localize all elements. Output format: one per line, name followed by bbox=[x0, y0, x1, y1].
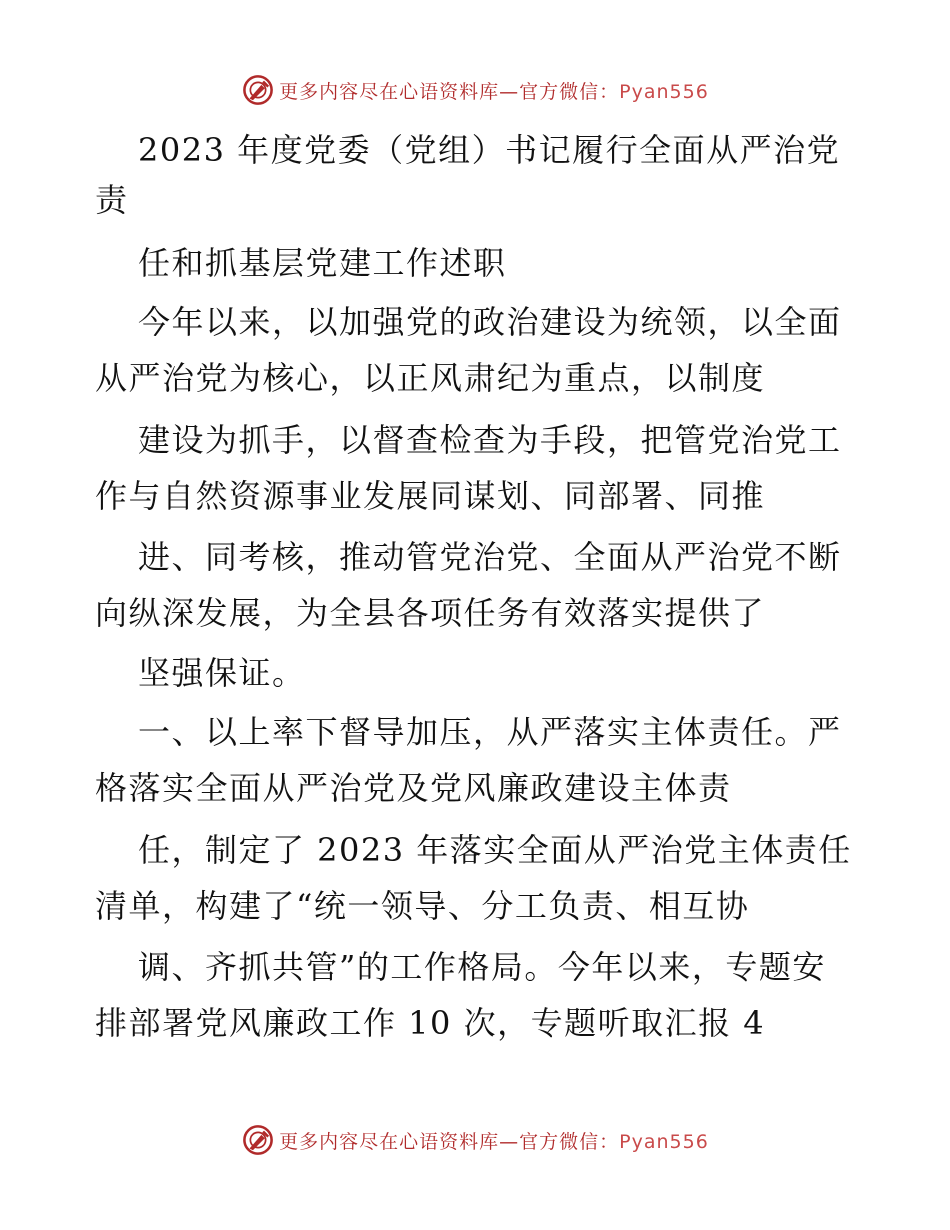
doc-line: 任，制定了 2023 年落实全面从严治党主体责任 bbox=[138, 831, 852, 869]
watermark-text bbox=[279, 77, 709, 104]
doc-line: 调、齐抓共管”的工作格局。今年以来，专题安 bbox=[138, 948, 826, 986]
doc-line: 从严治党为核心，以正风肃纪为重点，以制度 bbox=[95, 359, 766, 397]
watermark-id: Pyan556 bbox=[619, 1130, 709, 1153]
doc-line: 2023 年度党委（党组）书记履行全面从严治党 bbox=[138, 131, 841, 169]
doc-line: 排部署党风廉政工作 10 次，专题听取汇报 4 bbox=[95, 1004, 766, 1042]
doc-line: 责 bbox=[95, 181, 129, 219]
doc-line: 格落实全面从严治党及党风廉政建设主体责 bbox=[95, 769, 732, 807]
watermark-logo-icon bbox=[241, 73, 275, 107]
watermark-id: Pyan556 bbox=[619, 80, 709, 103]
header-watermark bbox=[0, 70, 950, 110]
doc-line: 今年以来，以加强党的政治建设为统领，以全面 bbox=[138, 303, 842, 341]
doc-line: 建设为抓手，以督查检查为手段，把管党治党工 bbox=[138, 421, 842, 459]
doc-line: 向纵深发展，为全县各项任务有效落实提供了 bbox=[95, 594, 766, 632]
watermark-label: 更多内容尽在心语资料库—官方微信： bbox=[279, 1130, 620, 1153]
watermark-label: 更多内容尽在心语资料库—官方微信： bbox=[279, 80, 620, 103]
doc-line: 清单，构建了“统一领导、分工负责、相互协 bbox=[95, 887, 750, 925]
watermark-logo-icon bbox=[241, 1123, 275, 1157]
doc-line: 任和抓基层党建工作述职 bbox=[138, 244, 507, 282]
doc-line: 作与自然资源事业发展同谋划、同部署、同推 bbox=[95, 477, 766, 515]
doc-line: 坚强保证。 bbox=[138, 654, 306, 692]
doc-line: 一、以上率下督导加压，从严落实主体责任。严 bbox=[138, 713, 842, 751]
watermark-text bbox=[279, 1127, 709, 1154]
footer-watermark bbox=[0, 1120, 950, 1160]
doc-line: 进、同考核，推动管党治党、全面从严治党不断 bbox=[138, 538, 842, 576]
